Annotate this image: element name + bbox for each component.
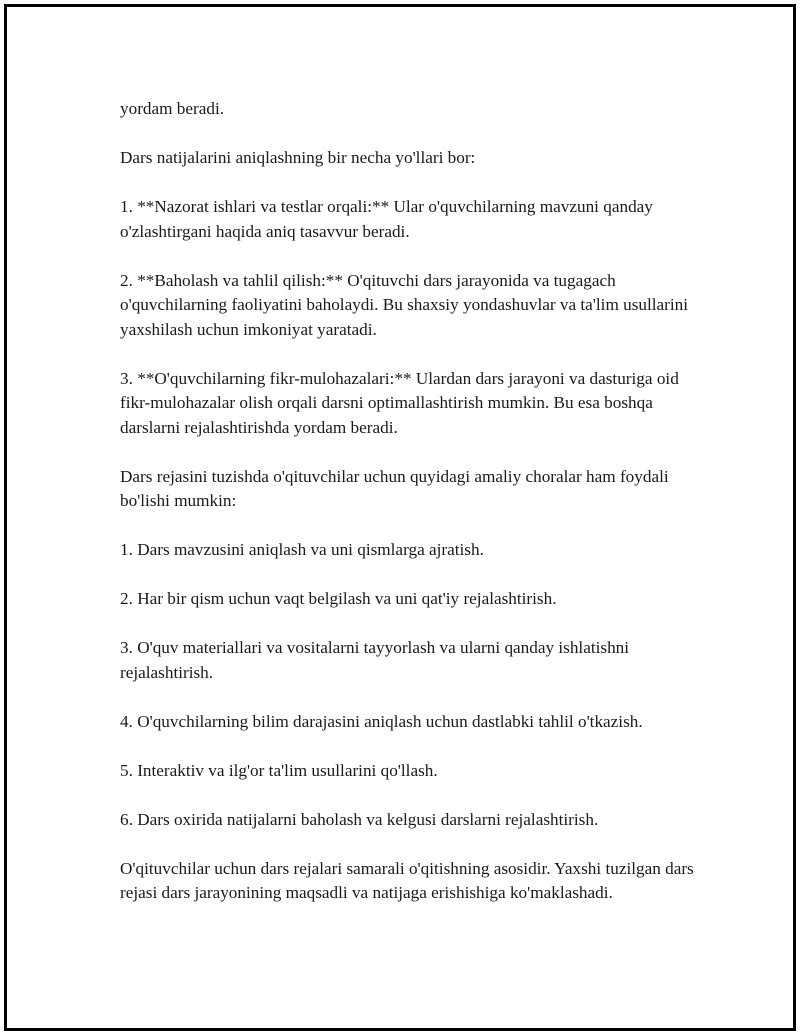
list-item: 4. O'quvchilarning bilim darajasini aniqlash uchun dastlabki tahlil o'tkazish.	[120, 711, 643, 731]
paragraph-continuation: yordam beradi.	[120, 99, 225, 118]
list-item: 2. Har bir qism uchun vaqt belgilash va uni qat'iy rejalashtirish.	[120, 589, 557, 608]
list-item: 1. Dars mavzusini aniqlash va uni qismlarga ajratish.	[120, 540, 484, 559]
list-item: 6. Dars oxirida natijalarni baholash va kelgusi darslarni rejalashtirish.	[120, 809, 599, 829]
list-item: 2. **Baholash va tahlil qilish:** O'qituvchi dars jarayonida va tugagach o'quvchilarning faoliyatini baholaydi. Bu shaxsiy yondashuvlar va ta'lim usullarini yaxshilash uchun imkoniyat yaratadi.	[120, 270, 689, 339]
document-body	[120, 97, 700, 930]
paragraph-intro-measures: Dars rejasini tuzishda o'qituvchilar uchun quyidagi amaliy choralar ham foydali bo'lishi mumkin:	[120, 466, 669, 510]
list-item: 5. Interaktiv va ilg'or ta'lim usullarini qo'llash.	[120, 760, 438, 780]
page-frame	[4, 4, 796, 1031]
paragraph-intro-results: Dars natijalarini aniqlashning bir necha yo'llari bor:	[120, 148, 476, 167]
paragraph-conclusion: O'qituvchilar uchun dars rejalari samarali o'qitishning asosidir. Yaxshi tuzilgan dars rejasi dars jarayonining maqsadli va natijaga erishishiga ko'maklashadi.	[120, 858, 694, 902]
list-item: 3. O'quv materiallari va vositalarni tayyorlash va ularni qanday ishlatishni rejalashtirish.	[120, 638, 630, 682]
list-item: 1. **Nazorat ishlari va testlar orqali:** Ular o'quvchilarning mavzuni qanday o'zlashtirgani haqida aniq tasavvur beradi.	[120, 197, 653, 241]
list-item: 3. **O'quvchilarning fikr-mulohazalari:** Ulardan dars jarayoni va dasturiga oid fikr-mulohazalar olish orqali darsni optimallashtirish mumkin. Bu esa boshqa darslarni rejalashtirishda yordam beradi.	[120, 368, 679, 437]
